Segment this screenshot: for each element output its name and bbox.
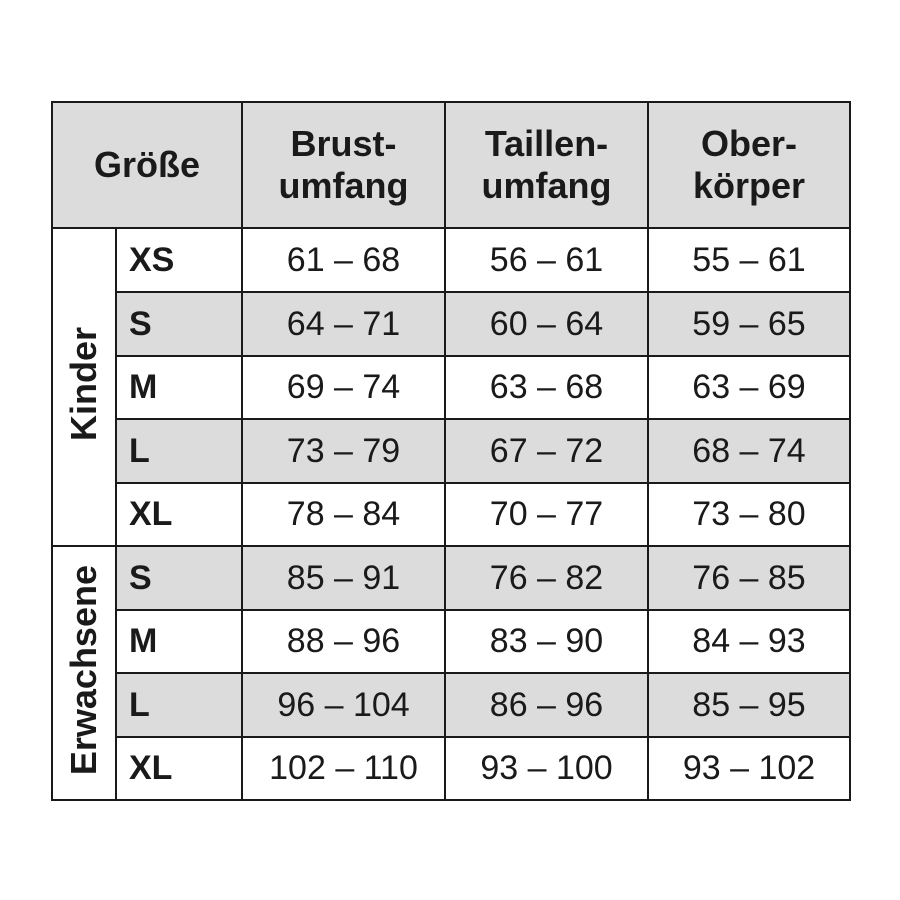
brustumfang-cell: 102 – 110 xyxy=(242,737,445,800)
taillenumfang-cell: 70 – 77 xyxy=(445,483,648,546)
oberkoerper-cell: 84 – 93 xyxy=(648,610,850,673)
size-chart-table xyxy=(51,101,851,801)
header-groesse xyxy=(52,102,242,228)
brustumfang-cell: 61 – 68 xyxy=(242,228,445,292)
taillenumfang-cell: 67 – 72 xyxy=(445,419,648,483)
taillenumfang-cell: 60 – 64 xyxy=(445,292,648,356)
oberkoerper-cell: 55 – 61 xyxy=(648,228,850,292)
table-row xyxy=(52,673,850,737)
taillenumfang-cell: 63 – 68 xyxy=(445,356,648,419)
taillenumfang-cell: 76 – 82 xyxy=(445,546,648,610)
size-cell: M xyxy=(116,356,242,419)
header-taillenumfang-line2: umfang xyxy=(481,165,612,206)
size-cell: S xyxy=(116,546,242,610)
oberkoerper-cell: 85 – 95 xyxy=(648,673,850,737)
brustumfang-cell: 88 – 96 xyxy=(242,610,445,673)
table-row xyxy=(52,610,850,673)
table-row xyxy=(52,356,850,419)
header-brustumfang xyxy=(242,102,445,228)
header-oberkoerper-line1: Ober- xyxy=(701,123,798,164)
taillenumfang-cell: 56 – 61 xyxy=(445,228,648,292)
size-cell: M xyxy=(116,610,242,673)
table-row xyxy=(52,292,850,356)
size-cell: XS xyxy=(116,228,242,292)
brustumfang-cell: 96 – 104 xyxy=(242,673,445,737)
oberkoerper-cell: 63 – 69 xyxy=(648,356,850,419)
header-brustumfang-line2: umfang xyxy=(278,165,409,206)
header-row xyxy=(52,102,850,228)
table-row xyxy=(52,483,850,546)
brustumfang-cell: 69 – 74 xyxy=(242,356,445,419)
size-cell: XL xyxy=(116,737,242,800)
size-cell: L xyxy=(116,419,242,483)
group-kinder xyxy=(52,228,116,546)
brustumfang-cell: 64 – 71 xyxy=(242,292,445,356)
table-row xyxy=(52,228,850,292)
header-brustumfang-line1: Brust- xyxy=(290,123,397,164)
header-oberkoerper-line2: körper xyxy=(692,165,806,206)
oberkoerper-cell: 73 – 80 xyxy=(648,483,850,546)
oberkoerper-cell: 76 – 85 xyxy=(648,546,850,610)
header-groesse-label: Größe xyxy=(94,144,201,185)
group-kinder-label: Kinder xyxy=(63,327,104,442)
header-oberkoerper xyxy=(648,102,850,228)
taillenumfang-cell: 93 – 100 xyxy=(445,737,648,800)
size-cell: L xyxy=(116,673,242,737)
brustumfang-cell: 73 – 79 xyxy=(242,419,445,483)
group-erwachsene-label: Erwachsene xyxy=(63,565,104,776)
header-taillenumfang xyxy=(445,102,648,228)
size-cell: XL xyxy=(116,483,242,546)
table-row xyxy=(52,546,850,610)
taillenumfang-cell: 86 – 96 xyxy=(445,673,648,737)
oberkoerper-cell: 93 – 102 xyxy=(648,737,850,800)
taillenumfang-cell: 83 – 90 xyxy=(445,610,648,673)
oberkoerper-cell: 68 – 74 xyxy=(648,419,850,483)
header-taillenumfang-line1: Taillen- xyxy=(484,123,609,164)
oberkoerper-cell: 59 – 65 xyxy=(648,292,850,356)
table-row xyxy=(52,419,850,483)
size-cell: S xyxy=(116,292,242,356)
brustumfang-cell: 78 – 84 xyxy=(242,483,445,546)
brustumfang-cell: 85 – 91 xyxy=(242,546,445,610)
table-row xyxy=(52,737,850,800)
group-erwachsene xyxy=(52,546,116,800)
